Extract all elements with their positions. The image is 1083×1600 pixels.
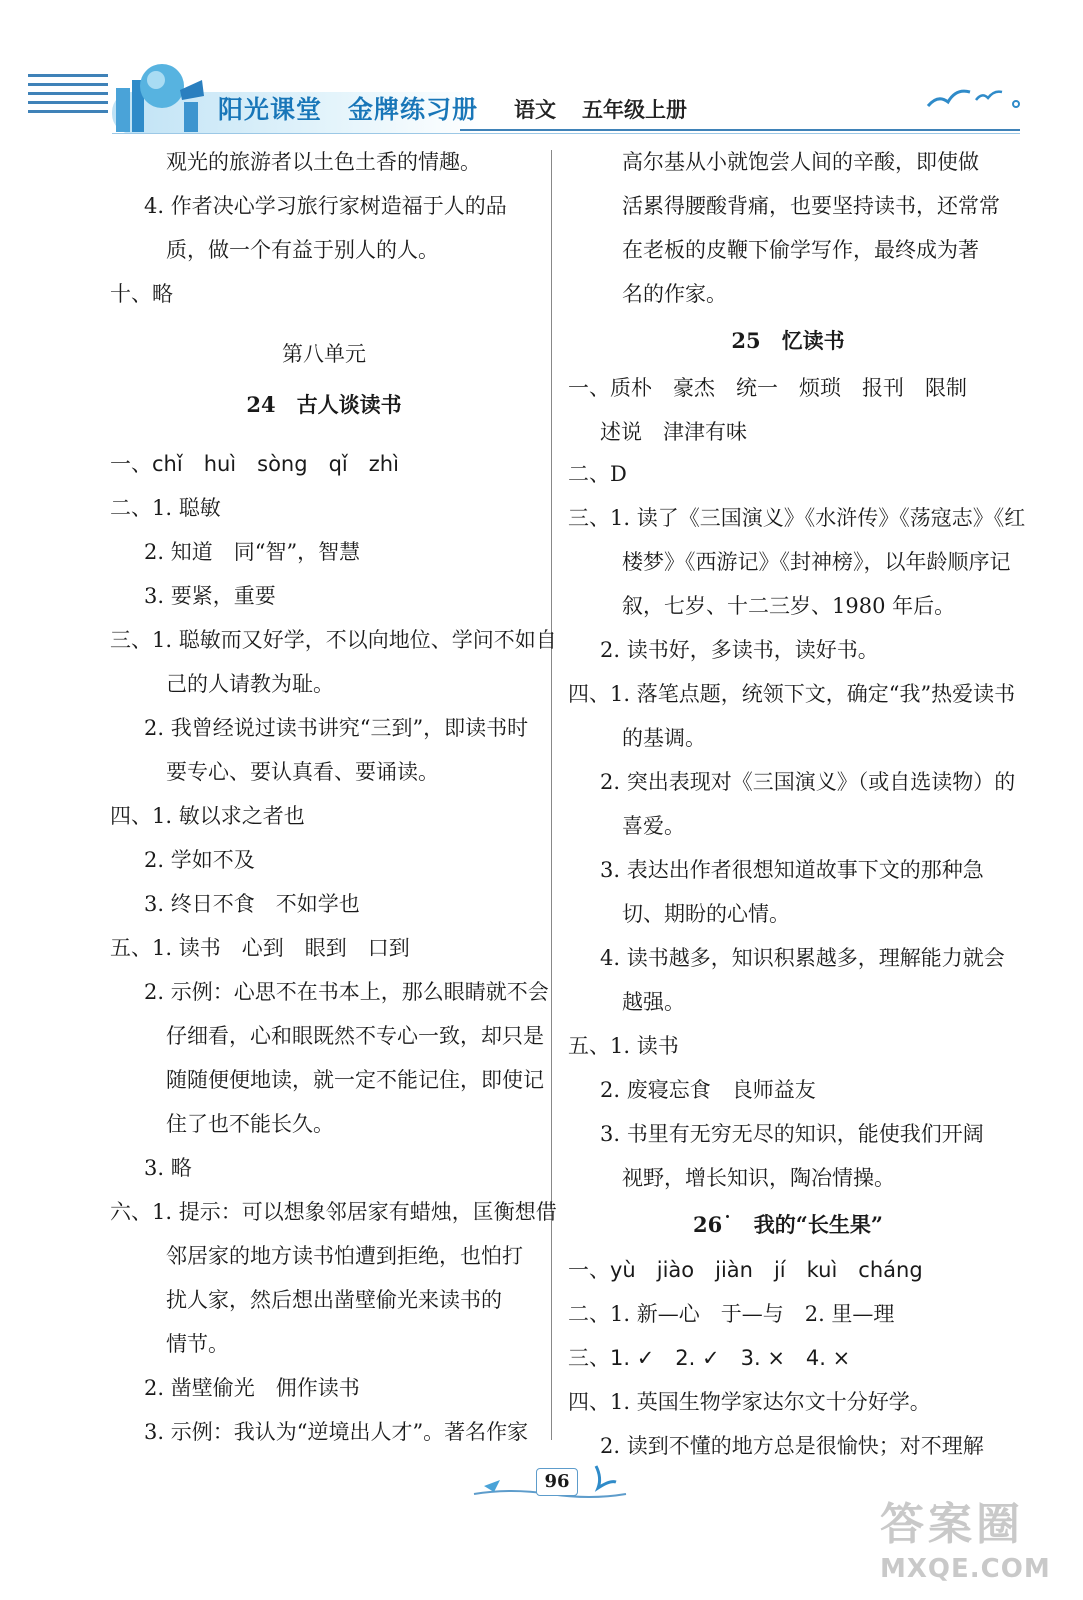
subject-name: 语文: [514, 97, 556, 122]
section-item: 十、略: [110, 282, 173, 306]
brand-name: 阳光课堂: [218, 95, 323, 124]
answer-item: 2. 突出表现对《三国演义》（或自选读物）的: [600, 770, 1016, 794]
section-item: 四、1. 敏以求之者也: [110, 804, 305, 828]
text-line: 邻居家的地方读书怕遭到拒绝，也怕打: [166, 1244, 523, 1268]
section-item: 三、1. ✓ 2. ✓ 3. × 4. ×: [568, 1346, 851, 1370]
pinyin-answer: 一、yù jiào jiàn jí kuì cháng: [568, 1258, 923, 1282]
answer-item: 2. 我曾经说过读书讲究“三到”，即读书时: [144, 716, 529, 740]
text-line: 情节。: [166, 1332, 229, 1356]
section-item: 五、1. 读书: [568, 1034, 679, 1058]
section-item: 三、1. 聪敏而又好学，不以向地位、学问不如自: [110, 628, 557, 652]
text-line: 越强。: [622, 990, 685, 1014]
text-line: 住了也不能长久。: [166, 1112, 334, 1136]
answer-item: 3. 示例：我认为“逆境出人才”。著名作家: [144, 1420, 529, 1444]
text-line: 仔细看，心和眼既然不专心一致，却只是: [166, 1024, 544, 1048]
answer-item: 4. 读书越多，知识积累越多，理解能力就会: [600, 946, 1005, 970]
text-line: 要专心、要认真看、要诵读。: [166, 760, 439, 784]
text-line: 切、期盼的心情。: [622, 902, 790, 926]
column-divider: [551, 150, 552, 1440]
text-line: 质，做一个有益于别人的人。: [166, 238, 439, 262]
lesson-title: 24 古人谈读书: [246, 392, 402, 417]
answer-item: 2. 知道 同“智”，智慧: [144, 540, 361, 564]
section-item: 六、1. 提示：可以想象邻居家有蜡烛，匡衡想借: [110, 1200, 557, 1224]
answer-item: 3. 表达出作者很想知道故事下文的那种急: [600, 858, 984, 882]
answer-item: 2. 废寝忘食 良师益友: [600, 1078, 816, 1102]
section-item: 三、1. 读了《三国演义》《水浒传》《荡寇志》《红: [568, 506, 1026, 530]
page-header: [0, 0, 1083, 150]
grade-name: 五年级上册: [582, 97, 687, 122]
section-item: 四、1. 落笔点题，统领下文，确定“我”热爱读书: [568, 682, 1016, 706]
section-item: 二、1. 新—心 于—与 2. 里—理: [568, 1302, 895, 1326]
answer-item: 4. 作者决心学习旅行家树造福于人的品: [144, 194, 507, 218]
header-stripes: [28, 74, 108, 119]
answer-item: 2. 示例：心思不在书本上，那么眼睛就不会: [144, 980, 549, 1004]
lesson-title: 25 忆读书: [731, 328, 845, 353]
unit-title: 第八单元: [282, 342, 366, 366]
lesson-title: 26˙ 我的“长生果”: [693, 1212, 883, 1237]
header-rule-thin: [112, 133, 1020, 134]
seagulls-icon: [920, 78, 1030, 128]
text-line: 在老板的皮鞭下偷学写作，最终成为著: [622, 238, 979, 262]
text-line: 喜爱。: [622, 814, 685, 838]
answer-item: 3. 书里有无穷无尽的知识，能使我们开阔: [600, 1122, 984, 1146]
answer-item: 3. 要紧，重要: [144, 584, 276, 608]
watermark-logo-text: 答案圈: [880, 1499, 1024, 1550]
text-line: 活累得腰酸背痛，也要坚持读书，还常常: [622, 194, 1000, 218]
text-line: 名的作家。: [622, 282, 727, 306]
subject-label: [514, 94, 687, 124]
watermark: [880, 1488, 1070, 1593]
brand-title: [218, 90, 478, 126]
header-rule: [460, 129, 1020, 131]
answer-item: 2. 读到不懂的地方总是很愉快；对不理解: [600, 1434, 984, 1458]
text-line: 叙，七岁、十二三岁、1980 年后。: [622, 594, 956, 618]
answer-item: 2. 学如不及: [144, 848, 255, 872]
section-item: 二、D: [568, 462, 627, 486]
section-item: 二、1. 聪敏: [110, 496, 221, 520]
pinyin-answer: 一、chǐ huì sòng qǐ zhì: [110, 452, 399, 476]
text-line: 视野，增长知识，陶冶情操。: [622, 1166, 895, 1190]
answer-item: 2. 读书好，多读书，读好书。: [600, 638, 879, 662]
series-name: 金牌练习册: [348, 95, 479, 124]
globe-logo-icon: [112, 50, 212, 134]
page-number: 96: [536, 1468, 578, 1496]
text-line: 己的人请教为耻。: [166, 672, 334, 696]
text-line: 随随便便地读，就一定不能记住，即使记: [166, 1068, 544, 1092]
section-item: 一、质朴 豪杰 统一 烦琐 报刊 限制: [568, 376, 967, 400]
text-line: 观光的旅游者以土色土香的情趣。: [166, 150, 481, 174]
answer-item: 3. 略: [144, 1156, 192, 1180]
text-line: 高尔基从小就饱尝人间的辛酸，即使做: [622, 150, 979, 174]
watermark-url: MXQE.COM: [880, 1554, 1051, 1584]
text-line: 的基调。: [622, 726, 706, 750]
text-line: 述说 津津有味: [600, 420, 747, 444]
section-item: 四、1. 英国生物学家达尔文十分好学。: [568, 1390, 931, 1414]
answer-item: 2. 凿壁偷光 佣作读书: [144, 1376, 360, 1400]
section-item: 五、1. 读书 心到 眼到 口到: [110, 936, 410, 960]
text-line: 扰人家，然后想出凿壁偷光来读书的: [166, 1288, 502, 1312]
text-line: 楼梦》《西游记》《封神榜》，以年龄顺序记: [622, 550, 1011, 574]
answer-item: 3. 终日不食 不如学也: [144, 892, 360, 916]
